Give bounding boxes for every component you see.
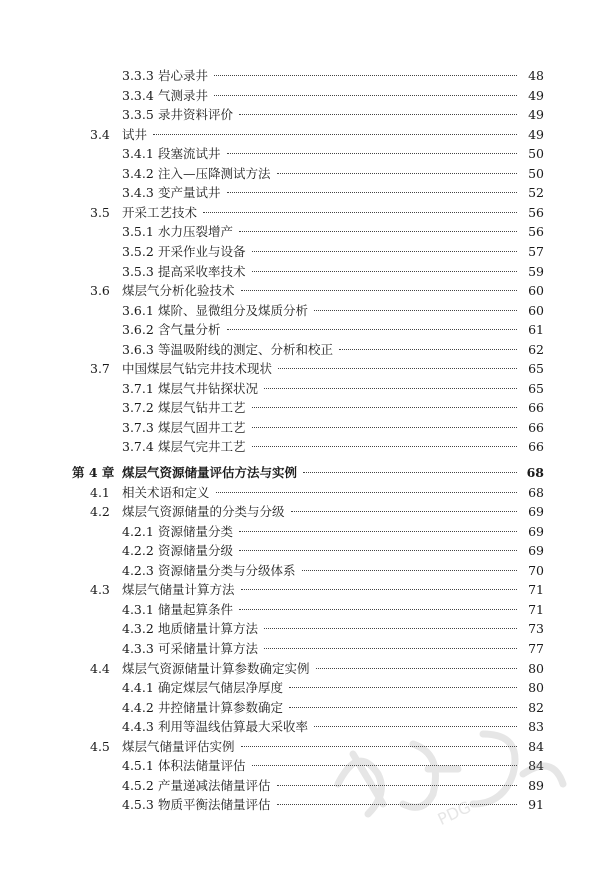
dot-leader xyxy=(277,173,517,174)
svg-text:PDG: PDG xyxy=(434,797,474,829)
toc-page-number: 57 xyxy=(528,243,544,259)
toc-title-line xyxy=(158,600,521,620)
dot-leader xyxy=(239,609,517,610)
toc-entry[interactable] xyxy=(0,600,607,620)
toc-number: 3.7 xyxy=(90,361,110,377)
toc-entry[interactable] xyxy=(0,359,607,379)
toc-title-line xyxy=(122,281,521,301)
toc-number: 3.3.3 xyxy=(122,68,154,83)
toc-title-line xyxy=(122,125,521,145)
toc-title-line xyxy=(158,418,521,438)
toc-number: 3.7.4 xyxy=(122,439,154,455)
dot-leader xyxy=(339,349,517,350)
dot-leader xyxy=(252,271,517,272)
toc-title-line xyxy=(158,105,521,125)
toc-number: 3.7.2 xyxy=(122,400,154,416)
dot-leader xyxy=(239,550,517,551)
toc-page-number: 84 xyxy=(528,738,544,754)
toc-number: 3.6.2 xyxy=(122,322,154,338)
toc-title-line xyxy=(122,580,521,600)
toc-page-number: 66 xyxy=(528,439,544,455)
dot-leader xyxy=(264,388,517,389)
toc-number: 4.2.1 xyxy=(122,523,154,539)
toc-title: 煤层气储量计算方法 xyxy=(122,582,235,598)
dot-leader xyxy=(314,310,517,311)
toc-title: 注入—压降测试方法 xyxy=(158,165,271,181)
toc-page-number: 71 xyxy=(528,582,544,598)
toc-page-number: 69 xyxy=(528,543,544,559)
toc-title-line xyxy=(158,262,521,282)
toc-number: 3.4.2 xyxy=(122,165,154,181)
toc-title: 煤阶、显微组分及煤质分析 xyxy=(158,302,309,318)
toc-number: 3.7.1 xyxy=(122,380,154,396)
toc-number: 4.3.1 xyxy=(122,601,154,617)
toc-number: 4.5 xyxy=(90,738,110,754)
toc-title: 提高采收率技术 xyxy=(158,263,246,279)
toc-title: 相关术语和定义 xyxy=(122,484,210,500)
toc-title-line xyxy=(122,359,521,379)
toc-page-number: 65 xyxy=(528,361,544,377)
toc-page-number: 68 xyxy=(528,484,544,500)
toc-title: 气测录井 xyxy=(158,87,209,103)
dot-leader xyxy=(203,212,517,213)
toc-page-number: 56 xyxy=(528,224,544,240)
toc-number: 3.5.3 xyxy=(122,263,154,279)
toc-page-number: 68 xyxy=(526,465,544,480)
dot-leader xyxy=(227,153,517,154)
toc-entry[interactable] xyxy=(0,301,607,321)
toc-title-line xyxy=(122,463,521,483)
toc-entry[interactable] xyxy=(0,379,607,399)
toc-entry[interactable] xyxy=(0,483,607,503)
toc-title: 资源储量分类 xyxy=(158,523,234,539)
toc-entry[interactable] xyxy=(0,242,607,262)
dot-leader xyxy=(278,368,517,369)
toc-page-number: 84 xyxy=(528,758,544,774)
toc-page-number: 52 xyxy=(528,185,544,201)
toc-entry[interactable] xyxy=(0,320,607,340)
toc-page-number: 60 xyxy=(528,302,544,318)
dot-leader xyxy=(252,427,517,428)
dot-leader xyxy=(227,192,517,193)
toc-entry[interactable] xyxy=(0,125,607,145)
toc-entry[interactable] xyxy=(0,398,607,418)
toc-number: 4.4.1 xyxy=(122,680,154,696)
toc-number: 4.4.3 xyxy=(122,719,154,735)
toc-title: 体积法储量评估 xyxy=(158,758,246,774)
toc-title-line xyxy=(158,678,521,698)
dot-leader xyxy=(214,95,517,96)
toc-number: 第 4 章 xyxy=(72,465,115,480)
toc-page-number: 62 xyxy=(528,341,544,357)
toc-number: 3.6.3 xyxy=(122,341,154,357)
toc-page-number: 59 xyxy=(528,263,544,279)
toc-page-number: 89 xyxy=(528,777,544,793)
toc-title: 等温吸附线的测定、分析和校正 xyxy=(158,341,334,357)
dot-leader xyxy=(239,231,517,232)
toc-entry[interactable] xyxy=(0,66,607,86)
toc-title-line xyxy=(158,619,521,639)
toc-number: 4.2 xyxy=(90,504,110,520)
toc-number: 3.7.3 xyxy=(122,419,154,435)
toc-number: 4.3 xyxy=(90,582,110,598)
dot-leader xyxy=(252,446,517,447)
toc-page-number: 60 xyxy=(528,283,544,299)
toc-entry[interactable] xyxy=(0,262,607,282)
toc-title: 产量递减法储量评估 xyxy=(158,777,271,793)
toc-title: 试井 xyxy=(122,126,148,142)
toc-title-line xyxy=(122,203,521,223)
dot-leader xyxy=(303,472,517,473)
toc-number: 3.5 xyxy=(90,204,110,220)
toc-page-number: 65 xyxy=(528,380,544,396)
toc-title-line xyxy=(158,222,521,242)
toc-entry[interactable] xyxy=(0,659,607,679)
toc-page-number: 77 xyxy=(528,640,544,656)
toc-title-line xyxy=(158,320,521,340)
toc-title: 开采工艺技术 xyxy=(122,204,198,220)
toc-entry[interactable] xyxy=(0,281,607,301)
dot-leader xyxy=(227,329,517,330)
dot-leader xyxy=(241,290,517,291)
toc-page-number: 91 xyxy=(528,797,544,813)
toc-title: 煤层气资源储量评估方法与实例 xyxy=(122,465,298,480)
toc-entry[interactable] xyxy=(0,639,607,659)
toc-page-number: 50 xyxy=(528,165,544,181)
toc-entry[interactable] xyxy=(0,541,607,561)
toc-page-number: 69 xyxy=(528,504,544,520)
toc-page-number: 61 xyxy=(528,322,544,338)
toc-entry[interactable] xyxy=(0,183,607,203)
dot-leader xyxy=(252,407,517,408)
dot-leader xyxy=(291,511,517,512)
toc-title: 煤层气完井工艺 xyxy=(158,439,246,455)
toc-number: 3.3.5 xyxy=(122,107,154,123)
toc-page-number: 49 xyxy=(528,87,544,103)
toc-title-line xyxy=(158,639,521,659)
toc-entry[interactable] xyxy=(0,561,607,581)
toc-title: 确定煤层气储层净厚度 xyxy=(158,680,284,696)
dot-leader xyxy=(289,707,517,708)
toc-number: 3.4.3 xyxy=(122,185,154,201)
toc-title: 煤层气资源储量的分类与分级 xyxy=(122,504,285,520)
toc-page-number: 80 xyxy=(528,660,544,676)
toc-title: 煤层气分析化验技术 xyxy=(122,283,235,299)
toc-number: 3.5.2 xyxy=(122,243,154,259)
toc-entry[interactable] xyxy=(0,86,607,106)
toc-entry[interactable] xyxy=(0,522,607,542)
toc-entry[interactable] xyxy=(0,222,607,242)
toc-title: 岩心录井 xyxy=(158,68,209,83)
toc-number: 3.4 xyxy=(90,126,110,142)
dot-leader xyxy=(316,668,517,669)
toc-title-line xyxy=(158,522,521,542)
dot-leader xyxy=(289,687,517,688)
dot-leader xyxy=(239,114,517,115)
toc-title: 煤层气固井工艺 xyxy=(158,419,246,435)
toc-page-number: 48 xyxy=(528,68,544,83)
toc-number: 3.4.1 xyxy=(122,146,154,162)
toc-number: 3.5.1 xyxy=(122,224,154,240)
toc-page-number: 66 xyxy=(528,419,544,435)
toc-title: 录井资料评价 xyxy=(158,107,234,123)
toc-title-line xyxy=(158,379,521,399)
toc-title: 段塞流试井 xyxy=(158,146,221,162)
toc-title-line xyxy=(158,66,521,86)
toc-title-line xyxy=(158,144,521,164)
toc-number: 4.4 xyxy=(90,660,110,676)
dot-leader xyxy=(214,75,517,76)
toc-page-number: 56 xyxy=(528,204,544,220)
toc-entry[interactable] xyxy=(0,105,607,125)
toc-number: 4.4.2 xyxy=(122,699,154,715)
toc-entry[interactable] xyxy=(0,619,607,639)
toc-entry[interactable] xyxy=(0,678,607,698)
toc-entry[interactable] xyxy=(0,203,607,223)
toc-title: 变产量试井 xyxy=(158,185,221,201)
toc-title: 物质平衡法储量评估 xyxy=(158,797,271,813)
toc-title: 煤层气井钻探状况 xyxy=(158,380,259,396)
toc-title-line xyxy=(158,242,521,262)
toc-page-number: 49 xyxy=(528,107,544,123)
toc-number: 4.1 xyxy=(90,484,110,500)
toc-title: 煤层气储量评估实例 xyxy=(122,738,235,754)
toc-entry[interactable] xyxy=(0,437,607,457)
toc-number: 3.3.4 xyxy=(122,87,154,103)
toc-page-number: 83 xyxy=(528,719,544,735)
pdg-watermark-icon xyxy=(318,714,578,834)
toc-title: 储量起算条件 xyxy=(158,601,234,617)
dot-leader xyxy=(264,628,517,629)
dot-leader xyxy=(241,589,517,590)
toc-title-line xyxy=(158,164,521,184)
toc-number: 4.3.3 xyxy=(122,640,154,656)
toc-title: 中国煤层气钻完井技术现状 xyxy=(122,361,273,377)
toc-page-number: 82 xyxy=(528,699,544,715)
dot-leader xyxy=(216,492,517,493)
toc-title: 煤层气钻井工艺 xyxy=(158,400,246,416)
toc-page-number: 49 xyxy=(528,126,544,142)
dot-leader xyxy=(252,251,517,252)
toc-page-number: 69 xyxy=(528,523,544,539)
toc-title-line xyxy=(122,502,521,522)
toc-title-line xyxy=(158,340,521,360)
toc-entry[interactable] xyxy=(0,580,607,600)
toc-title: 井控储量计算参数确定 xyxy=(158,699,284,715)
toc-title: 资源储量分级 xyxy=(158,543,234,559)
toc-page-number: 50 xyxy=(528,146,544,162)
toc-title: 水力压裂增产 xyxy=(158,224,234,240)
toc-number: 4.2.3 xyxy=(122,562,154,578)
dot-leader xyxy=(153,134,517,135)
toc-title-line xyxy=(158,183,521,203)
toc-entry[interactable] xyxy=(0,164,607,184)
toc-page-number: 73 xyxy=(528,621,544,637)
toc-page-number: 70 xyxy=(528,562,544,578)
toc-title: 含气量分析 xyxy=(158,322,221,338)
toc-number: 4.3.2 xyxy=(122,621,154,637)
toc-number: 4.2.2 xyxy=(122,543,154,559)
toc-title: 煤层气资源储量计算参数确定实例 xyxy=(122,660,310,676)
toc-title: 可采储量计算方法 xyxy=(158,640,259,656)
toc-entry[interactable] xyxy=(0,418,607,438)
toc-title: 资源储量分类与分级体系 xyxy=(158,562,296,578)
toc-number: 3.6 xyxy=(90,283,110,299)
toc-title-line xyxy=(158,398,521,418)
toc-title: 地质储量计算方法 xyxy=(158,621,259,637)
toc-entry[interactable] xyxy=(0,340,607,360)
toc-title: 开采作业与设备 xyxy=(158,243,246,259)
toc-entry[interactable] xyxy=(0,502,607,522)
dot-leader xyxy=(264,648,517,649)
toc-page-number: 71 xyxy=(528,601,544,617)
toc-title-line xyxy=(158,561,521,581)
toc-number: 4.5.1 xyxy=(122,758,154,774)
toc-number: 4.5.2 xyxy=(122,777,154,793)
toc-title-line xyxy=(158,541,521,561)
dot-leader xyxy=(239,531,517,532)
toc-entry[interactable] xyxy=(0,463,607,483)
toc-entry[interactable] xyxy=(0,144,607,164)
toc-page-number: 66 xyxy=(528,400,544,416)
dot-leader xyxy=(302,570,517,571)
toc-title-line xyxy=(158,437,521,457)
toc-number: 4.5.3 xyxy=(122,797,154,813)
toc-title-line xyxy=(158,301,521,321)
toc-title: 利用等温线估算最大采收率 xyxy=(158,719,309,735)
toc-title-line xyxy=(158,86,521,106)
toc-title-line xyxy=(122,483,521,503)
toc-title-line xyxy=(122,659,521,679)
toc-number: 3.6.1 xyxy=(122,302,154,318)
toc-page-number: 80 xyxy=(528,680,544,696)
